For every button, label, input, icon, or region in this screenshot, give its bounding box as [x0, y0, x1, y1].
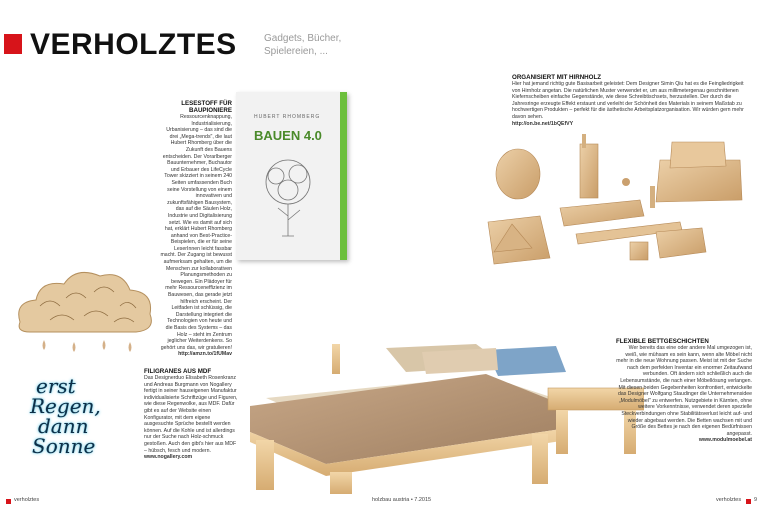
article-heading: FILIGRANES AUS MDF — [144, 368, 212, 375]
article-link[interactable]: www.nogallery.com — [144, 454, 193, 461]
mdf-cloud-image — [10, 262, 160, 362]
footer-marker-right — [746, 499, 751, 504]
footer-section-right: verholztes — [716, 497, 742, 503]
footer-page-number: 9 — [754, 497, 758, 503]
page-subtitle: Gadgets, Bücher, Spielereien, ... — [264, 33, 342, 57]
article-mdf — [144, 368, 240, 461]
article-heading: LESESTOFF FÜR BAUPIONIERE — [181, 100, 232, 114]
article-body: Wer bereits das eine oder andere Mal umgezogen ist, weiß, wie mühsam es sein kann, wenn alte Möbel nicht mehr in die neue Wohnung passen. Meist ist mit der Suche nach dem perfekten Inventar ein enormer Zeitaufwand verbunden. Oft ändern sich schließlich auch die Lebensumstände, die nach einer Möbellösung verlangen. Mit diesen beiden Gegebenheiten konfrontiert, entwickelte das Designer Wolfgang Staudinger die Unternehmensidee „Modulmöbel" zu entwerfen. Nutzgebiete in Kärnten, ohne weitere Vorkenntnisse, verwendet deren spezielle Steckverbindungen ohne Stabilitätsverlust leicht auf- und wieder abgebaut werden. Die Betten wachsen mit und Größe des Bettes je nach den eigenen Bedürfnissen angepasst. — [616, 345, 752, 437]
lettering-line: dann — [38, 414, 89, 438]
book-author: HUBERT RHOMBERG — [254, 114, 321, 120]
lettering-line: Regen, — [30, 394, 101, 418]
article-body: Hier hat jemand richtig gute Basisarbeit geleistet: Dem Designer Simin Qiu hat es die Feingliedrigkeit von Hirnholz angetan. Die natürlichen Muster verwendet er, um aus millimetergenau geschnittenen Kiefernscheiben einfache Gegenstände, wie diese Schreibtischsets, herzustellen. Der durch die Jahresringe erzeugte Effekt erstaunt und verleiht der Schönheit des Materials in seinem Maßstab zu hochwertigen Produkten – perfekt für die ästhetische Arbeitsplatzorganisation. Wir würden gern mehr davon sehen. — [512, 81, 744, 120]
footer-publication: holzbau austria • 7.2015 — [372, 497, 432, 503]
page-title: VERHOLZTES — [30, 28, 237, 61]
article-link[interactable]: www.modulmoebel.at — [698, 437, 752, 444]
article-body: Ressourcenknappung, Industrialisierung, Urbanisierung – das sind die drei „Mega-trends", die laut Hubert Rhomberg über die Zukunft des Bauens entscheiden. Der Vorarlberger Bauunternehmer, Buchautor und Erbauer des LifeCycle Tower skizziert in seinem 240 Seiten umfassenden Buch seine Vorstellung von einem innovativen und zukunftsfähigen Bausystem, das auf die Säulen Holz, Industrie und Digitalisierung setzt. Wie es damit auf sich hat, erklärt Hubert Rhomberg anhand von Best-Practice-Beispielen, die er für seine LeserInnen leicht fassbar macht. Der Zugang ist bewusst aufmerksam gehalten, um die Menschen zur kollaborativen Planungsmethoden zu bewegen. Ein Plädoyer für mehr Ressourceneffizienz im Bauwesen, das gerade jetzt hilfreich erscheint. Der Leitfaden ist schlüssig, die Darstellung integriert die Technologien von heute und die Basis des Systems – das Holz – steht im Zentrum jeglicher Weiterdenkens. So gehört uns das, wir gratulieren! — [160, 114, 232, 351]
article-lesestoff — [160, 100, 232, 358]
lettering-line: erst — [36, 374, 76, 398]
article-link[interactable]: http://on.be.net/1bQEfVY — [512, 120, 574, 127]
article-body: Das Designerduo Elisabeth Rosenkranz und Andreas Burgmann von Nogallery fertigt in seiner hauseigenen Manufaktur individualisierte Schriftzüge und Figuren, wie diese Regenwolke, aus MDF. Dafür gibt es auf der Website einen Konfigurator, mit dem eigene ausgesuchte Sprüche bestellt werden können. Auf die Kohle und ist allerdings nur der Suche nach Holz-schmuck gestoßen. Auch den gibt's hier aus MDF – hübsch, fesch und modern. — [144, 375, 238, 454]
footer-section-left: verholztes — [14, 497, 40, 503]
article-heading: ORGANISIERT MIT HIRNHOLZ — [512, 74, 602, 81]
lettering-line: Sonne — [32, 434, 96, 458]
article-hirnholz — [512, 74, 752, 127]
footer-marker-left — [6, 499, 11, 504]
section-marker — [4, 34, 22, 54]
desk-organizer-image — [480, 130, 750, 270]
tree-illustration — [258, 154, 318, 244]
bed-image — [236, 336, 644, 494]
book-cover-image — [236, 92, 347, 260]
article-bett — [616, 338, 752, 444]
article-link[interactable]: http://amzn.to/1fUMav — [178, 351, 232, 358]
book-title: BAUEN 4.0 — [254, 128, 322, 143]
mdf-lettering — [30, 376, 130, 456]
article-heading: FLEXIBLE BETTGESCHICHTEN — [616, 338, 709, 345]
